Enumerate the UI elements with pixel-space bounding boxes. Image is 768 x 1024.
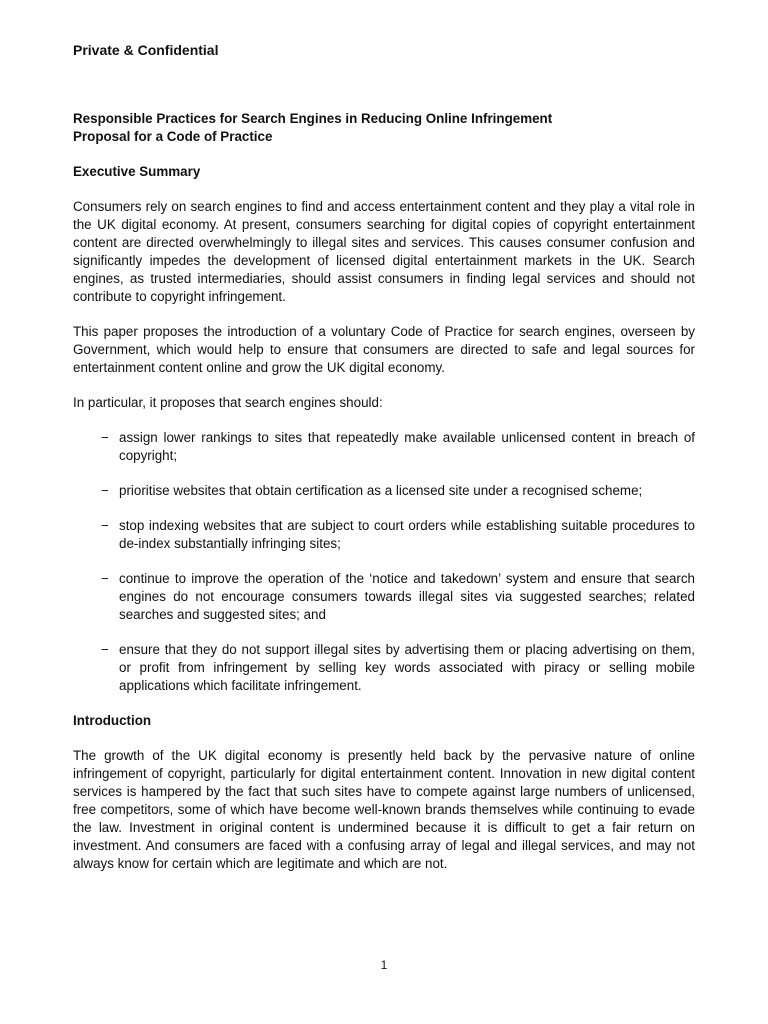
executive-summary-paragraph-3: In particular, it proposes that search engines should: bbox=[73, 395, 383, 410]
confidential-label: Private & Confidential bbox=[73, 42, 219, 58]
proposal-bullet-item bbox=[73, 517, 695, 553]
bullet-text: ensure that they do not support illegal sites by advertising them or placing advertising on them, or profit from infringement by selling key words associated with piracy or selling mobile applications which facilitate infringement. bbox=[119, 642, 695, 693]
document-body bbox=[73, 110, 695, 873]
page-number: 1 bbox=[380, 958, 388, 972]
bullet-text: stop indexing websites that are subject to court orders while establishing suitable procedures to de-index substantially infringing sites; bbox=[119, 518, 695, 551]
proposal-bullet-item bbox=[73, 641, 695, 695]
introduction-heading: Introduction bbox=[73, 713, 152, 728]
dash-bullet-icon: − bbox=[101, 430, 109, 445]
dash-bullet-icon: − bbox=[101, 483, 109, 498]
executive-summary-paragraph-1: Consumers rely on search engines to find and access entertainment content and they play a vital role in the UK digital economy. At present, consumers searching for digital copies of copyright entertainment content are directed overwhelmingly to illegal sites and services. This causes consumer confusion and significantly impedes the development of licensed digital entertainment markets in the UK. Search engines, as trusted intermediaries, should assist consumers in finding legal services and should not contribute to copyright infringement. bbox=[73, 199, 695, 304]
document-subtitle: Proposal for a Code of Practice bbox=[73, 129, 273, 144]
dash-bullet-icon: − bbox=[101, 518, 109, 533]
proposal-bullet-item bbox=[73, 570, 695, 624]
bullet-text: prioritise websites that obtain certification as a licensed site under a recognised scheme; bbox=[119, 483, 643, 498]
proposal-bullet-list bbox=[73, 429, 695, 695]
bullet-text: assign lower rankings to sites that repeatedly make available unlicensed content in breach of copyright; bbox=[119, 430, 695, 463]
executive-summary-heading: Executive Summary bbox=[73, 164, 201, 179]
introduction-paragraph-1: The growth of the UK digital economy is presently held back by the pervasive nature of online infringement of copyright, particularly for digital entertainment content. Innovation in new digital content services is hampered by the fact that such sites have to compete against large numbers of unlicensed, free competitors, some of which have become well-known brands themselves while continuing to evade the law. Investment in original content is undermined because it is difficult to get a fair return on investment. And consumers are faced with a confusing array of legal and illegal services, and may not always know for certain which are legitimate and which are not. bbox=[73, 748, 695, 871]
executive-summary-paragraph-2: This paper proposes the introduction of a voluntary Code of Practice for search engines, overseen by Government, which would help to ensure that consumers are directed to safe and legal sources for entertainment content online and grow the UK digital economy. bbox=[73, 324, 695, 375]
proposal-bullet-item bbox=[73, 429, 695, 465]
bullet-text: continue to improve the operation of the ‘notice and takedown’ system and ensure that search engines do not encourage consumers towards illegal sites via suggested searches; related searches and suggested sites; and bbox=[119, 571, 695, 622]
dash-bullet-icon: − bbox=[101, 571, 109, 586]
dash-bullet-icon: − bbox=[101, 642, 109, 657]
proposal-bullet-item bbox=[73, 482, 695, 500]
document-title: Responsible Practices for Search Engines in Reducing Online Infringement bbox=[73, 111, 553, 126]
